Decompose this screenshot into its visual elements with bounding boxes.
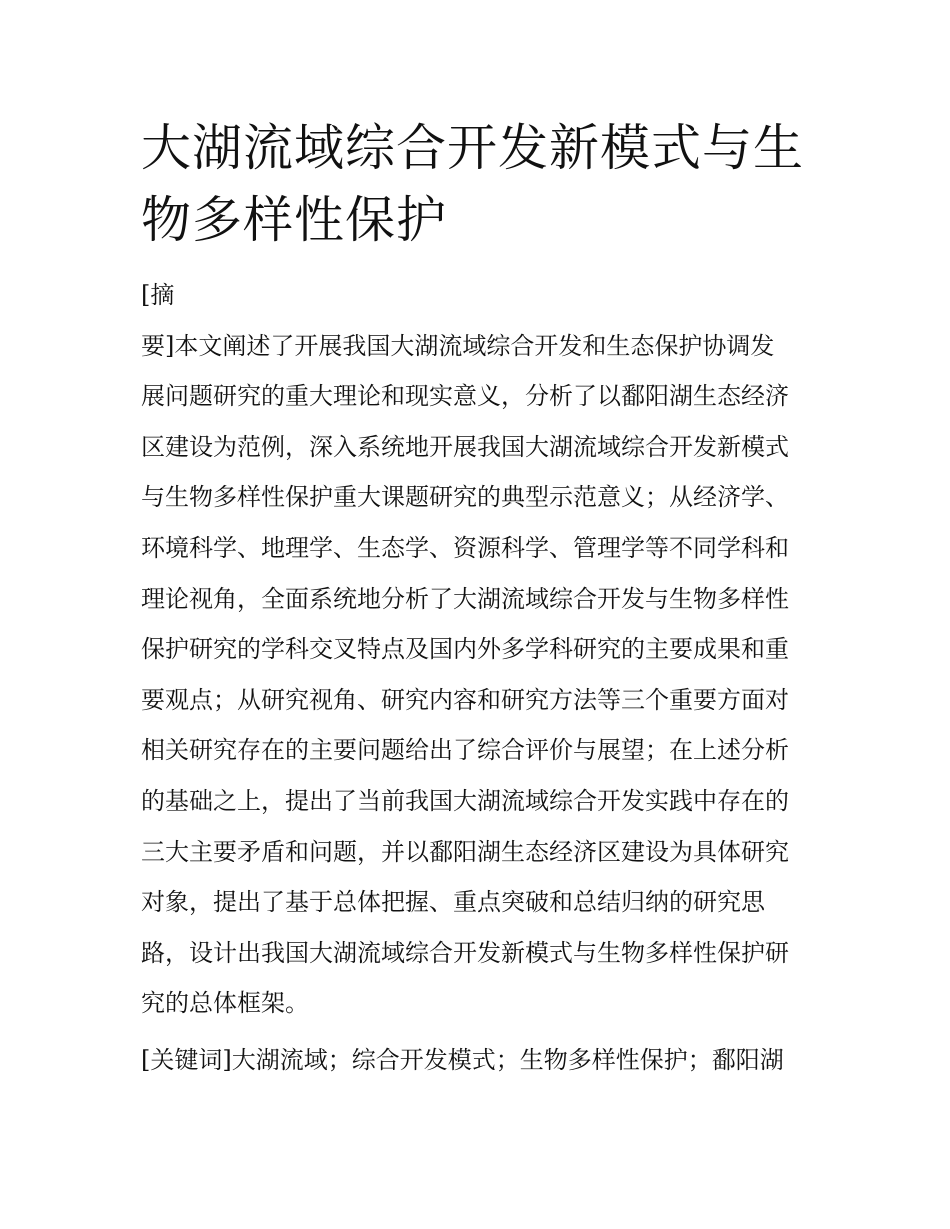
abstract-line: 区建设为范例，深入系统地开展我国大湖流域综合开发新模式 (141, 432, 789, 461)
abstract-line: 三大主要矛盾和问题，并以鄱阳湖生态经济区建设为具体研究 (141, 837, 789, 866)
abstract-line: 要]本文阐述了开展我国大湖流域综合开发和生态保护协调发 (141, 331, 775, 360)
abstract-line: 路，设计出我国大湖流域综合开发新模式与生物多样性保护研 (141, 938, 789, 967)
document-page (141, 112, 813, 1086)
abstract (141, 270, 813, 1029)
abstract-line: 要观点；从研究视角、研究内容和研究方法等三个重要方面对 (141, 685, 789, 714)
abstract-line: 对象，提出了基于总体把握、重点突破和总结归纳的研究思 (141, 888, 765, 917)
keywords-line: [关键词]大湖流域；综合开发模式；生物多样性保护；鄱阳湖 (141, 1045, 784, 1074)
abstract-line: 保护研究的学科交叉特点及国内外多学科研究的主要成果和重 (141, 635, 789, 664)
abstract-line: 究的总体框架。 (141, 989, 309, 1018)
abstract-line: [摘 (141, 281, 175, 309)
document-title (141, 112, 813, 256)
title-line-1: 大湖流域综合开发新模式与生 (141, 119, 804, 177)
title-line-2: 物多样性保护 (141, 191, 447, 249)
abstract-line: 的基础之上，提出了当前我国大湖流域综合开发实践中存在的 (141, 786, 789, 815)
abstract-line: 与生物多样性保护重大课题研究的典型示范意义；从经济学、 (141, 483, 789, 512)
abstract-line: 展问题研究的重大理论和现实意义，分析了以鄱阳湖生态经济 (141, 382, 789, 411)
abstract-line: 环境科学、地理学、生态学、资源科学、管理学等不同学科和 (141, 533, 789, 562)
abstract-line: 相关研究存在的主要问题给出了综合评价与展望；在上述分析 (141, 736, 789, 765)
abstract-line: 理论视角，全面系统地分析了大湖流域综合开发与生物多样性 (141, 584, 789, 613)
